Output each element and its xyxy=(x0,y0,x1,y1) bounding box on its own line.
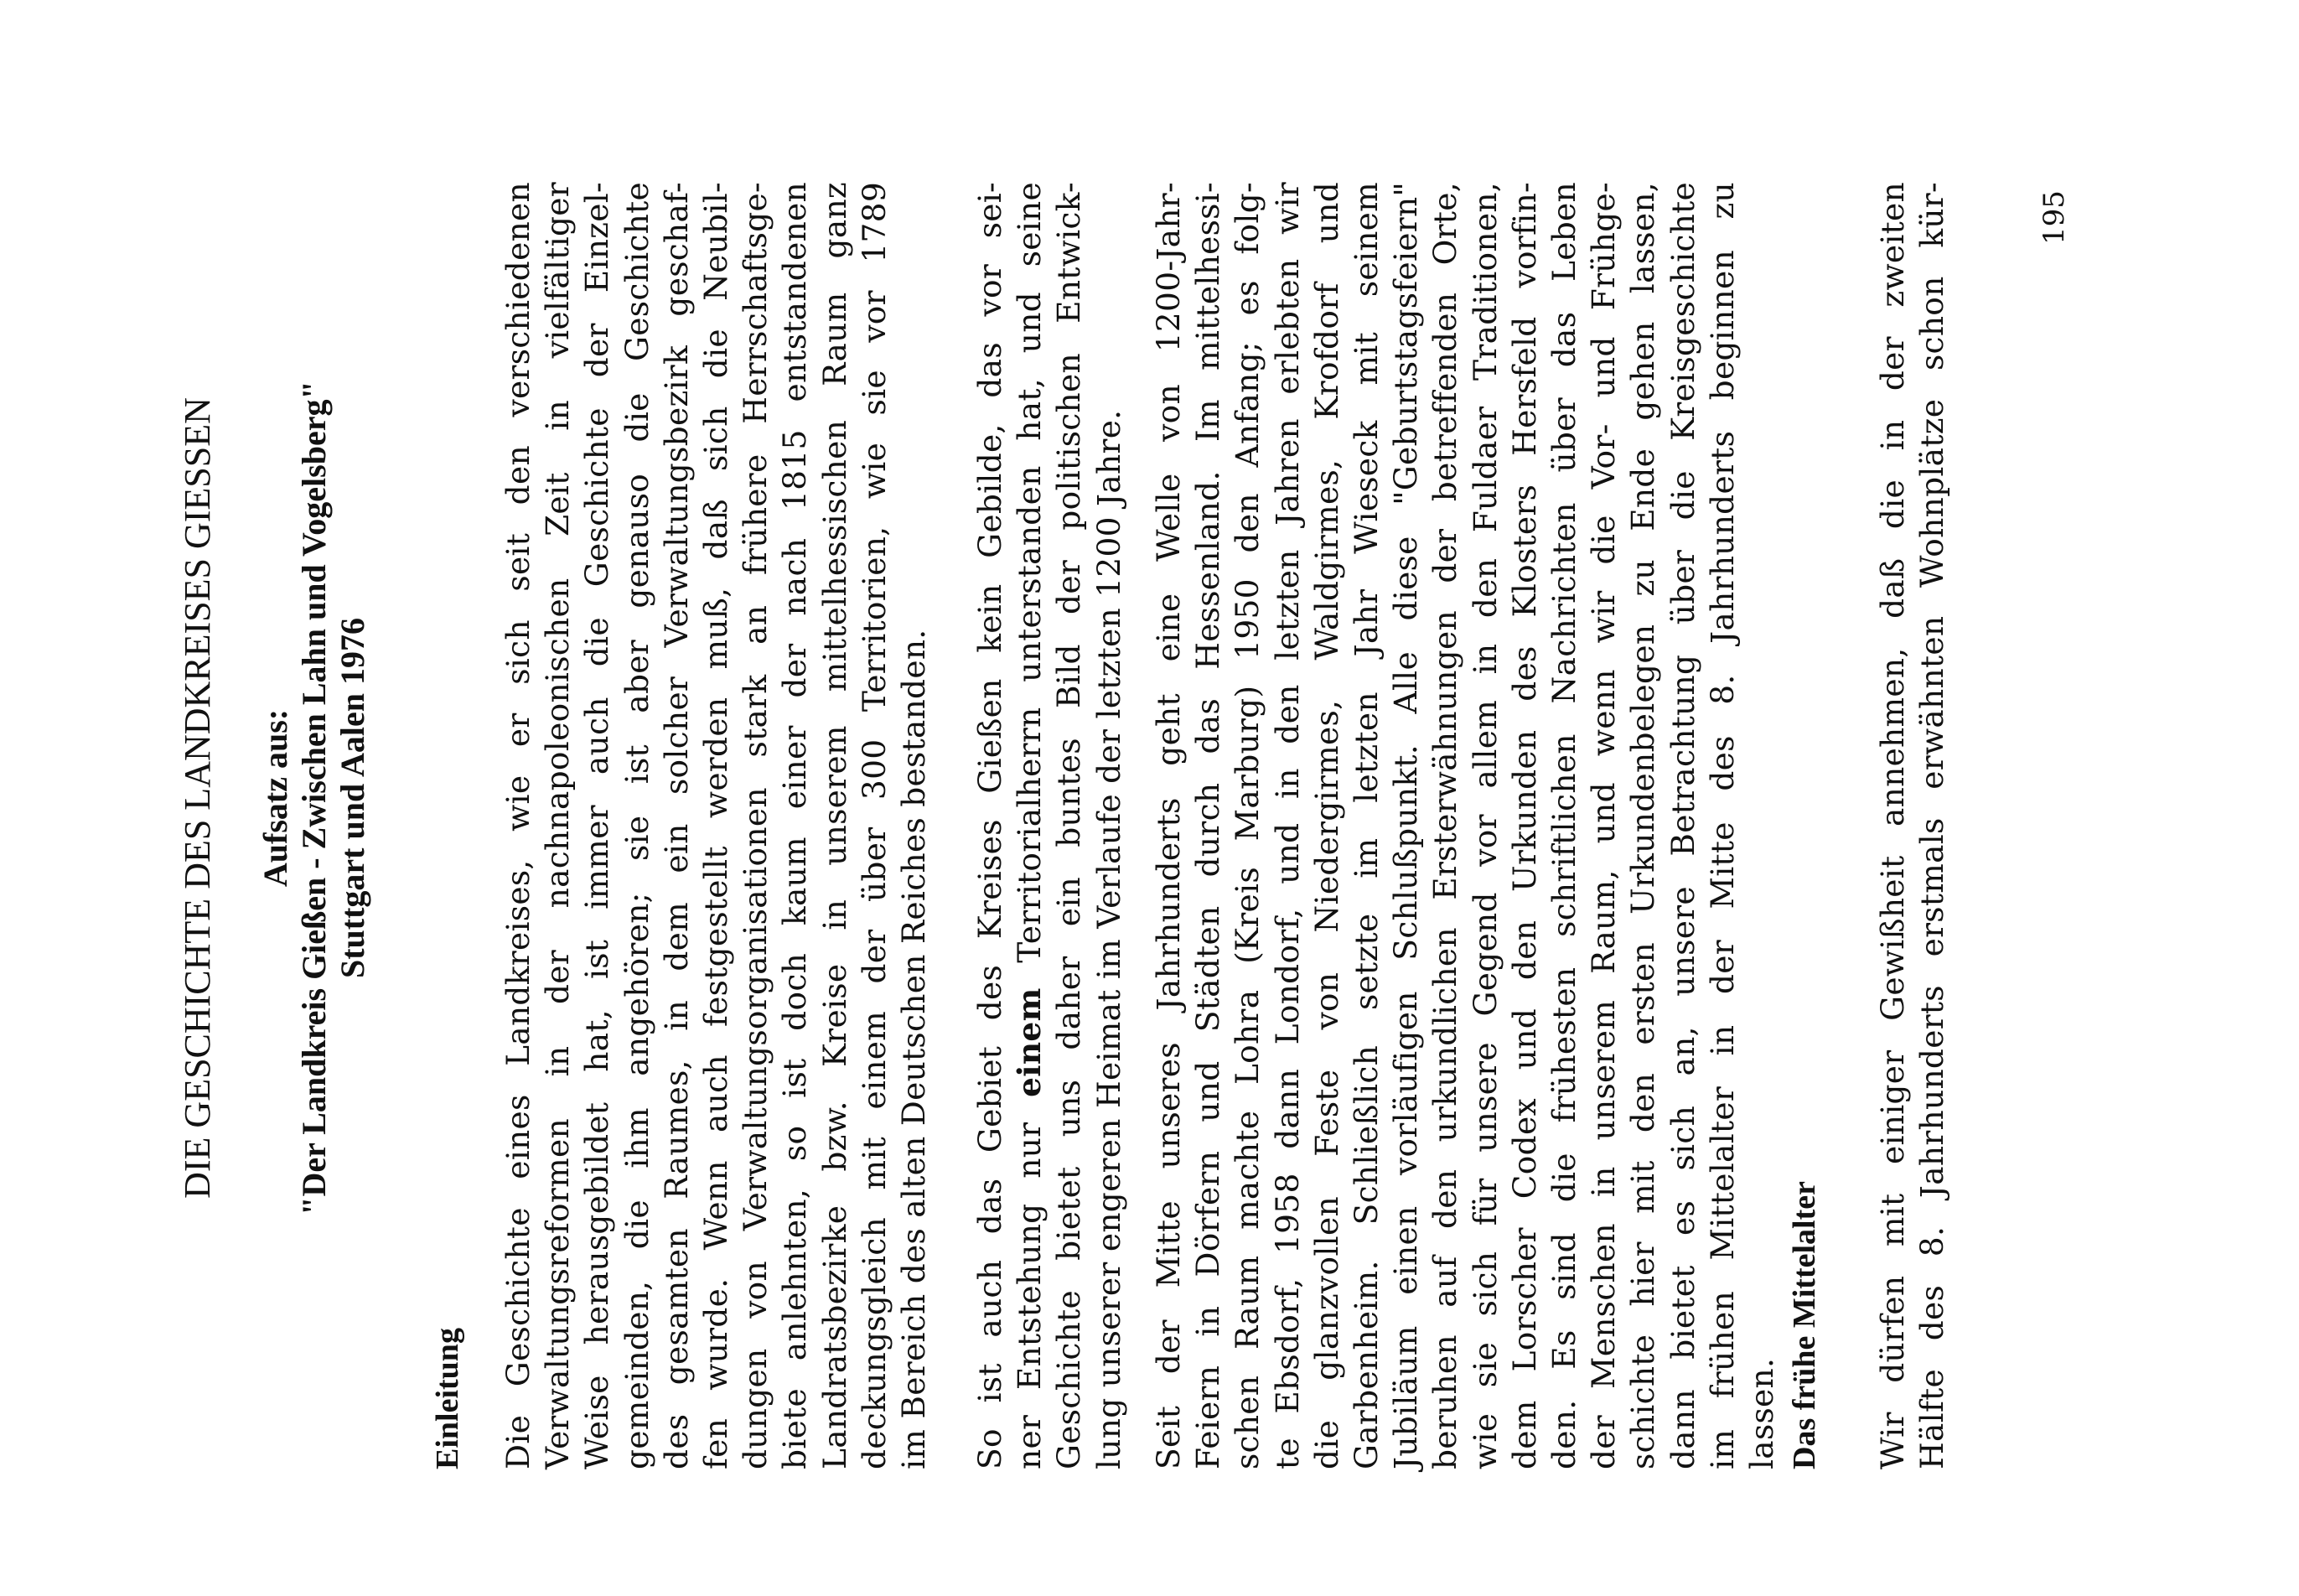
line: den. Es sind die frühesten schriftlichen Nachrichten über das Leben xyxy=(1546,182,1583,1469)
line: die glanzvollen Feste von Niedergirmes, Waldgirmes, Krofdorf und xyxy=(1307,182,1345,1469)
source-line-2: "Der Landkreis Gießen - Zwischen Lahn und Vogelsberg" xyxy=(295,381,333,1215)
einleitung-paragraph-2 xyxy=(971,182,1129,1469)
section-heading-einleitung: Einleitung xyxy=(430,1328,465,1469)
line: Wir dürfen mit einiger Gewißheit annehmen, daß die in der zweiten xyxy=(1874,182,1911,1469)
line: wie sie sich für unsere Gegend vor allem in den Fuldaer Traditionen, xyxy=(1466,182,1504,1469)
line: Feiern in Dörfern und Städten durch das Hessenland. Im mittelhessi- xyxy=(1189,182,1227,1469)
emphasis: einem xyxy=(1011,987,1049,1097)
line: So ist auch das Gebiet des Kreises Gießen kein Gebilde, das vor sei- xyxy=(971,182,1008,1469)
line: lung unserer engeren Heimat im Verlaufe der letzten 1200 Jahre. xyxy=(1090,409,1127,1469)
line: im Bereich des alten Deutschen Reiches bestanden. xyxy=(895,629,933,1469)
page-number: 195 xyxy=(2038,190,2071,245)
source-citation xyxy=(256,0,372,1596)
line: biete anlehnten, so ist doch kaum einer der nach 1815 entstandenen xyxy=(776,182,814,1469)
text: Territorialherrn unterstanden hat, und seine xyxy=(1011,182,1049,988)
einleitung-paragraph-3 xyxy=(1149,182,1782,1469)
line-with-emphasis xyxy=(1010,182,1049,1469)
line: Weise herausgebildet hat, ist immer auch die Geschichte der Einzel- xyxy=(578,182,616,1469)
source-line-1: Aufsatz aus: xyxy=(256,708,294,888)
line: Die Geschichte eines Landkreises, wie er sich seit den verschiedenen xyxy=(500,182,536,1469)
line: te Ebsdorf, 1958 dann Londorf, und in den letzten Jahren erlebten wir xyxy=(1268,182,1306,1469)
line: dungen von Verwaltungsorganisationen stark an frühere Herrschaftsge- xyxy=(737,182,774,1469)
line: schen Raum machte Lohra (Kreis Marburg) 1950 den Anfang; es folg- xyxy=(1229,182,1266,1469)
section-heading-fruehes-mittelalter: Das frühe Mittelalter xyxy=(1787,1181,1822,1469)
line: im frühen Mittelalter in der Mitte des 8. Jahrhunderts beginnen zu xyxy=(1703,182,1741,1469)
document-title: DIE GESCHICHTE DES LANDKREISES GIESSEN xyxy=(177,397,218,1199)
line: Hälfte des 8. Jahrhunderts erstmals erwähnten Wohnplätze schon kür- xyxy=(1913,182,1951,1469)
einleitung-paragraph-1 xyxy=(499,182,934,1469)
line: Jubiläum einen vorläufigen Schlußpunkt. Alle diese "Geburtstagsfeiern" xyxy=(1387,182,1425,1469)
line: dem Lorscher Codex und den Urkunden des Klosters Hersfeld vorfin- xyxy=(1505,182,1543,1469)
line: Seit der Mitte unseres Jahrhunderts geht eine Welle von 1200-Jahr- xyxy=(1150,182,1187,1469)
line: beruhen auf den urkundlichen Ersterwähnungen der betreffenden Orte, xyxy=(1427,182,1464,1469)
line: Verwaltungsreformen in der nachnapoleonischen Zeit in vielfältiger xyxy=(539,182,577,1469)
line: des gesamten Raumes, in dem ein solcher Verwaltungsbezirk geschaf- xyxy=(657,182,695,1469)
line: deckungsgleich mit einem der über 300 Territorien, wie sie vor 1789 xyxy=(855,182,893,1469)
line: gemeinden, die ihm angehören; sie ist aber genauso die Geschichte xyxy=(618,182,655,1469)
line: dann bietet es sich an, unsere Betrachtung über die Kreisgeschichte xyxy=(1664,182,1701,1469)
line: Garbenheim. Schließlich setzte im letzten Jahr Wieseck mit seinem xyxy=(1348,182,1385,1469)
line: Geschichte bietet uns daher ein buntes Bild der politischen Entwick- xyxy=(1050,182,1088,1469)
line: der Menschen in unserem Raum, und wenn wir die Vor- und Frühge- xyxy=(1585,182,1623,1469)
line: lassen. xyxy=(1743,1357,1781,1469)
line: schichte hier mit den ersten Urkundenbelegen zu Ende gehen lassen, xyxy=(1624,182,1662,1469)
text: ner Entstehung nur xyxy=(1011,1096,1049,1469)
fruehes-mittelalter-paragraph-1 xyxy=(1873,182,1952,1469)
line: Landratsbezirke bzw. Kreise in unserem mittelhessischen Raum ganz xyxy=(816,182,853,1469)
line: fen wurde. Wenn auch festgestellt werden muß, daß sich die Neubil- xyxy=(697,182,735,1469)
source-line-3: Stuttgart und Aalen 1976 xyxy=(334,617,371,979)
